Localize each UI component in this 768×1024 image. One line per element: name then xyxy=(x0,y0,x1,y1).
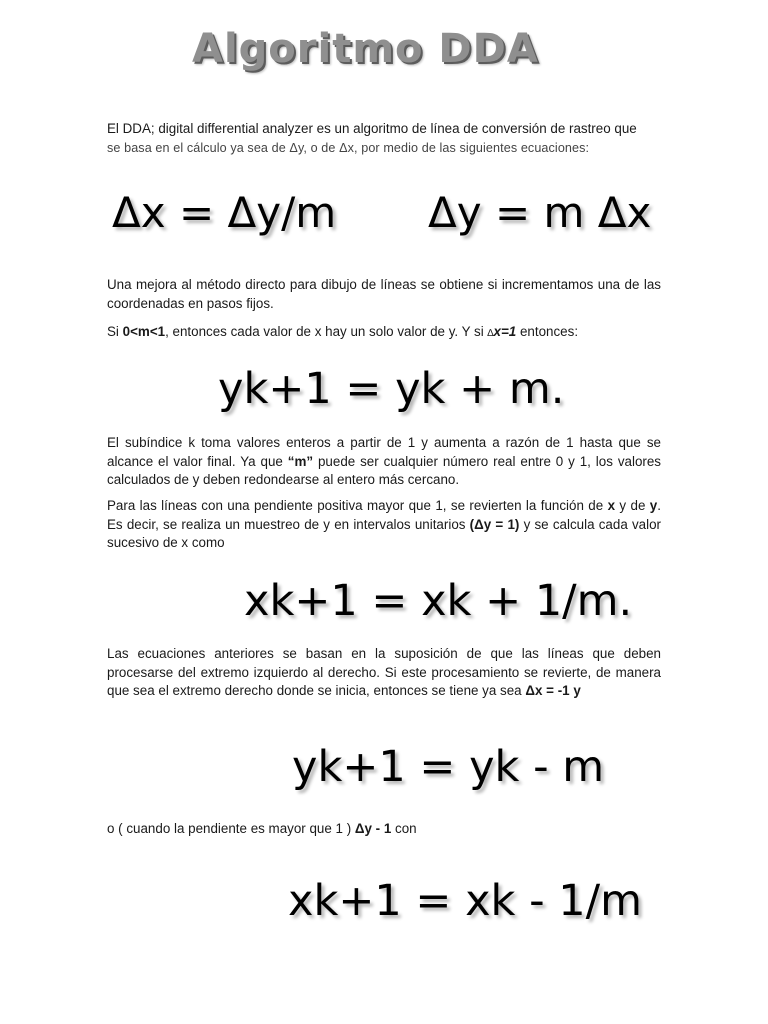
anteriores-bold: Δx = -1 y xyxy=(525,683,581,699)
equation-xk1-minus-1m: xk+1 = xk - 1/m xyxy=(288,876,643,926)
cuando-text: o ( cuando la pendiente es mayor que 1 ) xyxy=(107,821,355,836)
equation-delta-y: Δy = m Δx xyxy=(428,188,652,237)
paragraph-cuando xyxy=(107,820,661,839)
cuando-text-after: con xyxy=(391,821,417,836)
pendiente-text-4: y se calcula cada valor sucesivo de x como xyxy=(107,516,661,551)
pendiente-dy: (Δy = 1) xyxy=(469,516,520,532)
anteriores-text: Las ecuaciones anteriores se basan en la suposición de que las líneas que deben procesarse del extremo izquierdo al derecho. Si este procesamiento se revierte, de manera que sea el extremo derecho donde se inicia, entonces se tiene ya sea xyxy=(107,646,661,699)
pendiente-text-2: y de xyxy=(615,498,650,513)
condicion-text-3: entonces: xyxy=(516,324,579,339)
subindice-text-1: El subíndice k toma valores enteros a partir de 1 y aumenta a razón de 1 hasta que se alcance el valor final. Ya que xyxy=(107,435,661,469)
intro-line-2: se basa en el cálculo ya sea de Δy, o de Δx, por medio de las siguientes ecuaciones: xyxy=(107,140,590,155)
intro-line-1: El DDA; digital differential analyzer es un algoritmo de línea de conversión de rastreo que xyxy=(107,121,637,136)
delta-symbol: ∆ xyxy=(487,328,494,339)
pendiente-x: x xyxy=(607,498,616,513)
pendiente-y: y xyxy=(649,498,658,513)
paragraph-condicion xyxy=(107,323,661,344)
intro-paragraph xyxy=(107,120,661,157)
equation-delta-x: Δx = Δy/m xyxy=(112,188,337,237)
paragraph-anteriores xyxy=(107,645,661,701)
paragraph-pendiente xyxy=(107,497,661,553)
subindice-m: “m” xyxy=(287,453,314,469)
condicion-text-1: Si xyxy=(107,324,123,339)
equation-yk1-minus-m: yk+1 = yk - m xyxy=(292,742,605,792)
paragraph-mejora: Una mejora al método directo para dibujo de líneas se obtiene si incrementamos una de las coordenadas en pasos fijos. xyxy=(107,277,661,311)
paragraph-subindice xyxy=(107,434,661,490)
condicion-m: 0<m<1 xyxy=(122,324,166,339)
subindice-text-2: puede ser cualquier número real entre 0 y 1, los valores calculados de y deben redondearse al entero más cercano. xyxy=(107,453,661,488)
condicion-text-2: , entonces cada valor de x hay un solo valor de y. Y si xyxy=(165,324,488,339)
equation-xk1-plus-1m: xk+1 = xk + 1/m. xyxy=(244,576,633,626)
pendiente-text-3: . Es decir, se realiza un muestreo de y en intervalos unitarios xyxy=(107,498,661,532)
pendiente-text-1: Para las líneas con una pendiente positiva mayor que 1, se revierten la función de xyxy=(107,498,608,513)
equation-yk1-plus-m: yk+1 = yk + m. xyxy=(218,364,565,414)
cuando-bold: Δy - 1 xyxy=(354,821,392,836)
page-title: Algoritmo DDA xyxy=(192,26,539,72)
condicion-dx: x=1 xyxy=(493,324,517,339)
